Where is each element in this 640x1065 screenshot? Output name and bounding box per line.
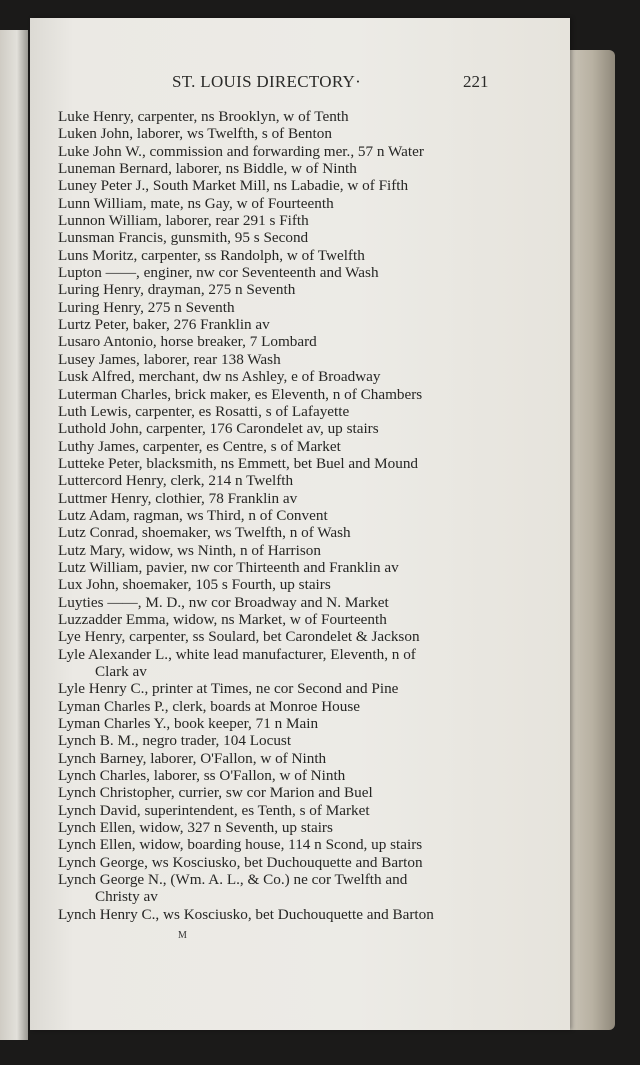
directory-entry	[58, 906, 528, 923]
entry-text: Lyman Charles Y., book keeper, 71 n Main	[58, 715, 319, 733]
entry-text: Luyties ——, M. D., nw cor Broadway and N. Market	[58, 593, 389, 611]
entry-continuation: Christy av	[95, 888, 158, 906]
directory-entry	[58, 351, 528, 368]
entry-text: Luterman Charles, brick maker, es Eleventh, n of Chambers	[58, 385, 423, 403]
entry-text: Luth Lewis, carpenter, es Rosatti, s of Lafayette	[58, 402, 350, 420]
entry-text: Lynch George N., (Wm. A. L., & Co.) ne cor Twelfth and	[58, 871, 408, 889]
directory-entry	[58, 750, 528, 767]
directory-entry	[58, 559, 528, 576]
entry-text: Lutteke Peter, blacksmith, ns Emmett, bet Buel and Mound	[58, 454, 419, 472]
directory-entry	[58, 368, 528, 385]
directory-entries	[58, 108, 528, 923]
entry-text: Lyman Charles P., clerk, boards at Monroe House	[58, 697, 360, 715]
facing-page-edge	[0, 30, 28, 1040]
directory-entry	[58, 854, 528, 871]
entry-text: Lux John, shoemaker, 105 s Fourth, up stairs	[58, 576, 331, 594]
directory-entry	[58, 212, 528, 229]
directory-entry	[58, 871, 528, 906]
page-title: ST. LOUIS DIRECTORY·	[172, 72, 362, 91]
entry-text: Lynch B. M., negro trader, 104 Locust	[58, 732, 292, 750]
directory-entry	[58, 160, 528, 177]
directory-page	[30, 18, 570, 1030]
entry-text: Lusey James, laborer, rear 138 Wash	[58, 350, 281, 368]
directory-entry	[58, 472, 528, 489]
running-header	[30, 72, 570, 96]
directory-entry	[58, 403, 528, 420]
directory-entry	[58, 247, 528, 264]
entry-text: Lynch Barney, laborer, O'Fallon, w of Ninth	[58, 749, 327, 767]
directory-entry	[58, 143, 528, 160]
directory-entry	[58, 108, 528, 125]
entry-text: Lunnon William, laborer, rear 291 s Fifth	[58, 212, 309, 230]
entry-text: Lusaro Antonio, horse breaker, 7 Lombard	[58, 333, 317, 351]
entry-text: Luns Moritz, carpenter, ss Randolph, w of Twelfth	[58, 246, 365, 264]
directory-entry	[58, 819, 528, 836]
entry-text: Luttmer Henry, clothier, 78 Franklin av	[58, 489, 298, 507]
directory-entry	[58, 316, 528, 333]
entry-text: Luring Henry, drayman, 275 n Seventh	[58, 281, 296, 299]
entry-text: Lye Henry, carpenter, ss Soulard, bet Carondelet & Jackson	[58, 628, 420, 646]
directory-entry	[58, 281, 528, 298]
directory-entry	[58, 680, 528, 697]
entry-text: Luneman Bernard, laborer, ns Biddle, w of Ninth	[58, 160, 357, 178]
entry-text: Lurtz Peter, baker, 276 Franklin av	[58, 316, 270, 334]
directory-entry	[58, 836, 528, 853]
directory-entry	[58, 125, 528, 142]
directory-entry	[58, 646, 528, 681]
entry-text: Lynch George, ws Kosciusko, bet Duchouquette and Barton	[58, 853, 423, 871]
entry-text: Luttercord Henry, clerk, 214 n Twelfth	[58, 472, 294, 490]
directory-entry	[58, 611, 528, 628]
directory-entry	[58, 542, 528, 559]
entry-text: Lunsman Francis, gunsmith, 95 s Second	[58, 229, 309, 247]
directory-entry	[58, 455, 528, 472]
entry-text: Luthy James, carpenter, es Centre, s of Market	[58, 437, 341, 455]
entry-text: Luke Henry, carpenter, ns Brooklyn, w of Tenth	[58, 108, 349, 125]
directory-entry	[58, 490, 528, 507]
entry-text: Lyle Henry C., printer at Times, ne cor Second and Pine	[58, 680, 399, 698]
page-number: 221	[463, 72, 489, 91]
entry-text: Lynch Charles, laborer, ss O'Fallon, w of Ninth	[58, 767, 346, 785]
entry-text: Lynch Christopher, currier, sw cor Marion and Buel	[58, 784, 373, 802]
directory-entry	[58, 333, 528, 350]
directory-entry	[58, 576, 528, 593]
directory-entry	[58, 524, 528, 541]
entry-text: Lutz Adam, ragman, ws Third, n of Convent	[58, 506, 328, 524]
entry-text: Luney Peter J., South Market Mill, ns Labadie, w of Fifth	[58, 177, 409, 195]
entry-text: Lutz Conrad, shoemaker, ws Twelfth, n of Wash	[58, 524, 351, 542]
entry-text: Luthold John, carpenter, 176 Carondelet av, up stairs	[58, 420, 379, 438]
directory-entry	[58, 229, 528, 246]
entry-text: Lupton ——, enginer, nw cor Seventeenth and Wash	[58, 264, 379, 282]
directory-entry	[58, 594, 528, 611]
entry-text: Luken John, laborer, ws Twelfth, s of Benton	[58, 125, 332, 143]
directory-entry	[58, 784, 528, 801]
directory-entry	[58, 386, 528, 403]
directory-entry	[58, 802, 528, 819]
directory-entry	[58, 767, 528, 784]
entry-text: Luring Henry, 275 n Seventh	[58, 298, 235, 316]
entry-text: Luke John W., commission and forwarding mer., 57 n Water	[58, 142, 424, 160]
entry-text: Luzzadder Emma, widow, ns Market, w of Fourteenth	[58, 610, 387, 628]
entry-text: Lutz Mary, widow, ws Ninth, n of Harrison	[58, 541, 321, 559]
entry-text: Lynch Henry C., ws Kosciusko, bet Duchouquette and Barton	[58, 905, 434, 923]
directory-entry	[58, 264, 528, 281]
entry-text: Lutz William, pavier, nw cor Thirteenth and Franklin av	[58, 558, 399, 576]
directory-entry	[58, 299, 528, 316]
entry-text: Lynch Ellen, widow, 327 n Seventh, up stairs	[58, 819, 333, 837]
entry-text: Lynch David, superintendent, es Tenth, s of Market	[58, 801, 370, 819]
directory-entry	[58, 732, 528, 749]
directory-entry	[58, 698, 528, 715]
entry-text: Lusk Alfred, merchant, dw ns Ashley, e of Broadway	[58, 368, 381, 386]
entry-continuation: Clark av	[95, 663, 147, 680]
entry-text: Lyle Alexander L., white lead manufacturer, Eleventh, n of	[58, 645, 416, 663]
directory-entry	[58, 507, 528, 524]
directory-entry	[58, 195, 528, 212]
directory-entry	[58, 420, 528, 437]
directory-entry	[58, 715, 528, 732]
directory-entry	[58, 438, 528, 455]
entry-text: Lunn William, mate, ns Gay, w of Fourteenth	[58, 194, 334, 212]
signature-mark: M	[178, 930, 187, 941]
entry-text: Lynch Ellen, widow, boarding house, 114 n Scond, up stairs	[58, 836, 423, 854]
directory-entry	[58, 628, 528, 645]
directory-entry	[58, 177, 528, 194]
